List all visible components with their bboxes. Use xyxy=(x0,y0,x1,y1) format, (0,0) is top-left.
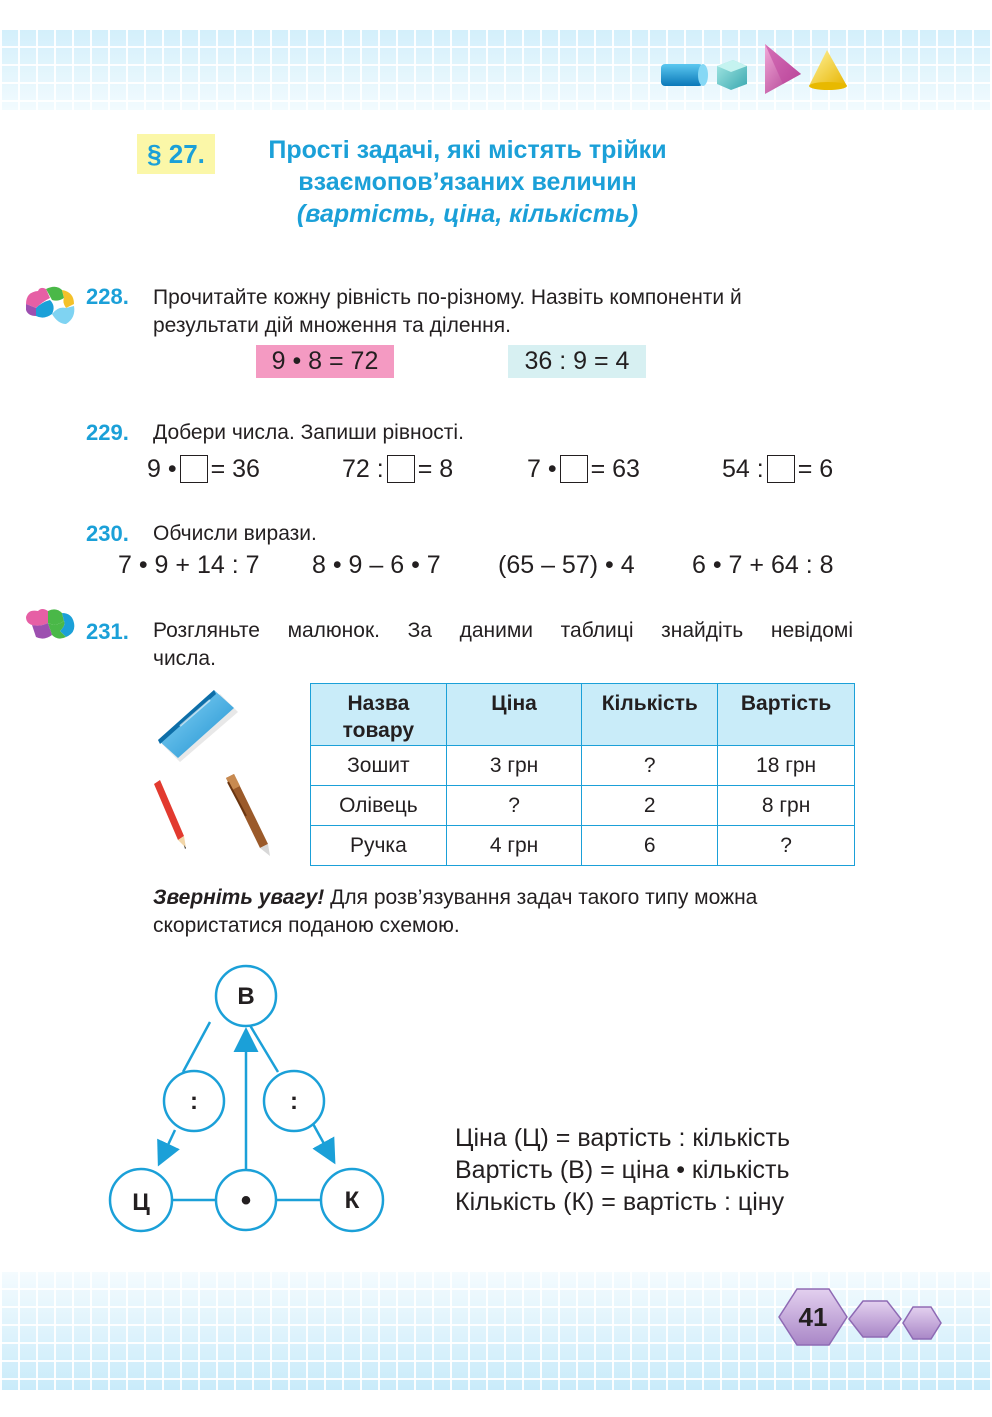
formula-list xyxy=(455,1122,790,1218)
equation-multiplication: 9 • 8 = 72 xyxy=(256,345,394,378)
scheme-edge xyxy=(248,1022,278,1072)
pyramid-shape xyxy=(765,44,801,94)
table-cell: 3 грн xyxy=(446,746,582,786)
section-title-line: взаємопов’язаних величин xyxy=(298,168,637,196)
exercise-text xyxy=(153,284,853,340)
exercise-number: 229. xyxy=(86,420,129,445)
geometric-shapes-decoration xyxy=(655,40,855,100)
table-cell: 6 xyxy=(582,826,718,866)
table-cell: 2 xyxy=(582,786,718,826)
answer-blank-box[interactable] xyxy=(180,455,208,483)
equation-right: = 36 xyxy=(210,455,260,483)
cone-shape xyxy=(809,50,847,90)
table-row xyxy=(311,826,855,866)
price-quantity-cost-scheme xyxy=(100,960,400,1240)
table-cell: Зошит xyxy=(311,746,447,786)
scheme-arrow xyxy=(312,1122,333,1160)
exercise-number: 231. xyxy=(86,619,129,644)
formula-line: Вартість (В) = ціна • кількість xyxy=(455,1156,790,1184)
table-cell: 18 грн xyxy=(718,746,855,786)
pair-work-puzzle-icon xyxy=(22,284,78,330)
section-title-subtitle: (вартість, ціна, кількість) xyxy=(296,200,639,228)
equation-with-blank xyxy=(147,452,260,486)
section-title xyxy=(225,134,710,230)
formula-line: Ціна (Ц) = вартість : кількість xyxy=(455,1124,790,1152)
scheme-edge xyxy=(183,1022,210,1072)
school-supplies-illustration xyxy=(150,686,280,861)
cube-shape xyxy=(717,60,747,90)
goods-table xyxy=(310,683,855,866)
table-row xyxy=(311,746,855,786)
node-price-label: Ц xyxy=(132,1189,150,1216)
exercise-number: 230. xyxy=(86,521,129,546)
exercise-text: Добери числа. Запиши рівності. xyxy=(153,421,464,444)
table-cell: Олівець xyxy=(311,786,447,826)
equation-with-blank xyxy=(342,452,453,486)
attention-note xyxy=(153,884,853,940)
exercise-number: 228. xyxy=(86,284,129,309)
equation-right: = 8 xyxy=(417,455,454,483)
equation-with-blank xyxy=(722,452,833,486)
answer-blank-box[interactable] xyxy=(560,455,588,483)
section-number-badge: § 27. xyxy=(137,134,215,174)
column-header-line: товару xyxy=(342,719,415,742)
equation-left: 72 : xyxy=(342,455,384,483)
node-cost-label: В xyxy=(237,983,255,1010)
cylinder-shape xyxy=(661,64,708,86)
table-header-row xyxy=(311,684,855,746)
note-bold-lead: Зверніть увагу! xyxy=(153,886,325,909)
node-quantity-label: К xyxy=(344,1187,360,1214)
pen-illustration xyxy=(226,774,270,856)
answer-blank-box[interactable] xyxy=(387,455,415,483)
equation-right: = 6 xyxy=(797,455,834,483)
equation-left: 7 • xyxy=(527,455,557,483)
node-divide-label: : xyxy=(190,1088,198,1115)
node-multiply-label: • xyxy=(240,1184,252,1217)
expression: 7 • 9 + 14 : 7 xyxy=(118,551,260,579)
answer-blank-box[interactable] xyxy=(767,455,795,483)
pencil-illustration xyxy=(154,780,186,849)
table-cell: ? xyxy=(582,746,718,786)
column-header: Вартість xyxy=(718,684,855,746)
table-cell: ? xyxy=(446,786,582,826)
table-row xyxy=(311,786,855,826)
exercise-text-line: результати дій множення та ділення. xyxy=(153,314,511,337)
column-header: Кількість xyxy=(582,684,718,746)
exercise-text-line: числа. xyxy=(153,647,216,670)
equation-division: 36 : 9 = 4 xyxy=(508,345,646,378)
scheme-arrow xyxy=(160,1130,175,1162)
exercise-text-line: Розгляньте малюнок. За даними таблиці знайдіть невідомі xyxy=(153,619,853,642)
column-header xyxy=(311,684,447,746)
table-cell: 4 грн xyxy=(446,826,582,866)
note-text: скористатися поданою схемою. xyxy=(153,914,460,937)
note-text: Для розв’язування задач такого типу можна xyxy=(324,886,758,909)
equation-left: 9 • xyxy=(147,455,177,483)
equation-with-blank xyxy=(527,452,640,486)
equation-left: 54 : xyxy=(722,455,764,483)
table-cell: Ручка xyxy=(311,826,447,866)
page-number: 41 xyxy=(798,1302,828,1332)
section-title-line: Прості задачі, які містять трійки xyxy=(268,136,667,164)
column-header-line: Назва xyxy=(347,692,410,715)
exercise-text: Обчисли вирази. xyxy=(153,522,317,545)
table-cell: ? xyxy=(718,826,855,866)
expression: 6 • 7 + 64 : 8 xyxy=(692,551,834,579)
group-work-puzzle-icon xyxy=(22,607,78,643)
hexagon-decoration xyxy=(903,1307,941,1339)
formula-line: Кількість (К) = вартість : ціну xyxy=(455,1188,785,1216)
node-divide-label: : xyxy=(290,1088,298,1115)
table-cell: 8 грн xyxy=(718,786,855,826)
expression: 8 • 9 – 6 • 7 xyxy=(312,551,441,579)
exercise-text-line: Прочитайте кожну рівність по-різному. Назвіть компоненти й xyxy=(153,286,742,309)
equation-right: = 63 xyxy=(590,455,640,483)
expression: (65 – 57) • 4 xyxy=(498,551,635,579)
hexagon-decoration xyxy=(849,1301,901,1337)
column-header: Ціна xyxy=(446,684,582,746)
notebook-illustration xyxy=(158,690,238,762)
